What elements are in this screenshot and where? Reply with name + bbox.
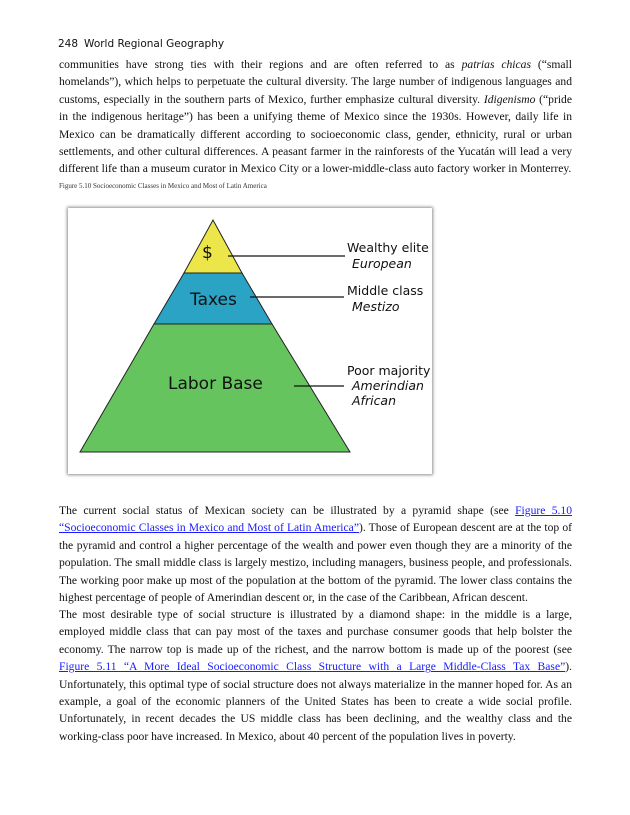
tier-label-top: $ [202,243,213,263]
text-run: The current social status of Mexican society can be illustrated by a pyramid shape (see [59,504,516,517]
running-header [58,38,224,50]
tier-label-middle: Taxes [190,290,237,310]
pyramid-tier-top [184,220,242,273]
figure-caption: Figure 5.10 Socioeconomic Classes in Mexico and Most of Latin America [59,182,267,190]
group-mestizo: Mestizo [352,299,400,314]
group-amerindian: Amerindian [352,378,424,393]
tier-label-bottom: Labor Base [168,374,263,394]
text-run: The most desirable type of social structure is illustrated by a diamond shape: in the middle is a large, employed middle class that can pay most of the taxes and purchase consumer goods that help bolster the economy. The narrow top is made up of the richest, and the narrow bottom is made up of the poorest (see [59,608,572,656]
body-paragraph-3 [59,606,572,745]
pyramid-figure [68,208,432,474]
text-run: (“small homelands”), which helps to perpetuate the cultural diversity. The large number of indigenous languages and customs, especially in the southern parts of Mexico, further emphasize cultural diversity. [59,58,572,106]
text-run: ). Unfortunately, this optimal type of social structure does not always materialize in the manner hoped for. As an example, a goal of the economic planners of the United States has been to create a wide social profile. Unfortunately, in recent decades the US middle class has been declining, and the wealthy class and the working-class poor have increased. In Mexico, about 40 percent of the population lives in poverty. [59,660,572,743]
group-african: African [352,393,397,408]
figure-5-10-link[interactable]: Figure 5.10 “Socioeconomic Classes in Mexico and Most of Latin America” [59,504,572,535]
figure-5-11-link[interactable]: Figure 5.11 “A More Ideal Socioeconomic Class Structure with a Large Middle-Class Tax Base” [59,660,566,674]
text-run: ). Those of European descent are at the top of the pyramid and control a higher percentage of the wealth and power even though they are a minority of the population. The small middle class is largely mestizo, including managers, business people, and professionals. The working poor make up most of the population at the bottom of the pyramid. The lower class contains the highest percentage of people of Amerindian descent or, in the case of the Caribbean, African descent. [59,521,572,605]
text-run: communities have strong ties with their regions and are often referred to as [59,58,462,71]
body-paragraph-1 [59,56,572,178]
class-name-middle: Middle class [347,283,424,298]
italic-term: Idigenismo [483,92,536,106]
text-run: (“pride in the indigenous heritage”) has been a unifying theme of Mexico since the 1930s. However, daily life in Mexico can be dramatically different according to socioeconomic class, gender, ethnicity, rural or urban settlements, and other cultural differences. A peasant farmer in the rainforests of the Yucatán will lead a very different life than a museum curator in Mexico City or a lower-middle-class auto factory worker in Monterrey. [59,92,573,176]
italic-term: patrias chicas [461,58,531,71]
group-european: European [352,256,412,271]
class-name-wealthy: Wealthy elite [347,240,429,255]
page-number: 248 [58,38,79,50]
class-name-poor: Poor majority [347,363,431,378]
body-paragraph-2 [59,502,572,606]
book-title: World Regional Geography [84,38,225,50]
